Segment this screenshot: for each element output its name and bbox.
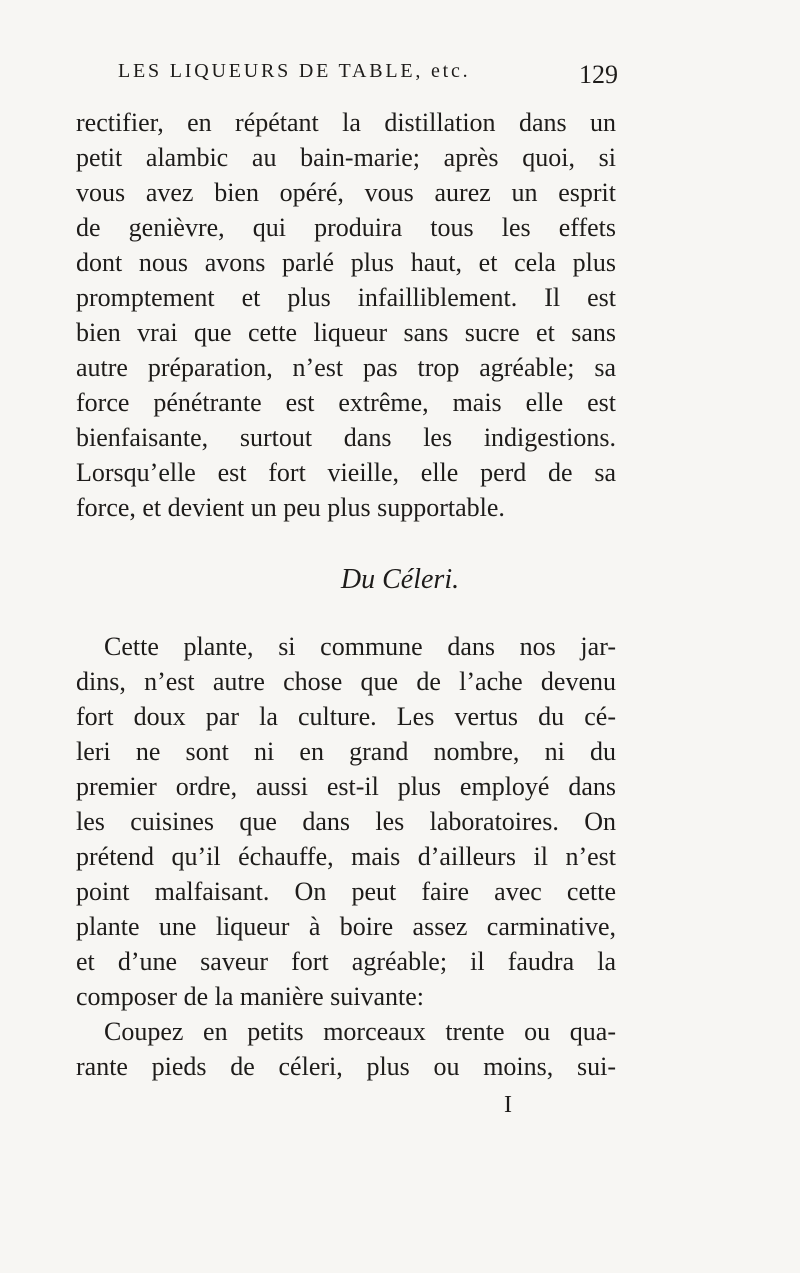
text-line: et d’une saveur fort agréable; il faudra la (76, 947, 616, 976)
page-number: 129 (579, 60, 618, 89)
text-line: dins, n’est autre chose que de l’ache devenu (76, 667, 616, 696)
running-title: LES LIQUEURS DE TABLE, etc. (118, 60, 471, 82)
text-line: prétend qu’il échauffe, mais d’ailleurs il n’est (76, 842, 616, 871)
text-line: dont nous avons parlé plus haut, et cela plus (76, 248, 616, 277)
text-line: leri ne sont ni en grand nombre, ni du (76, 737, 616, 766)
section-heading: Du Céleri. (340, 564, 460, 595)
text-line: de genièvre, qui produira tous les effets (76, 213, 616, 242)
text-line: fort doux par la culture. Les vertus du cé- (76, 702, 616, 731)
text-line: bienfaisante, surtout dans les indigestions. (76, 423, 616, 452)
text-line: rante pieds de céleri, plus ou moins, sui- (76, 1052, 616, 1081)
text-line: force, et devient un peu plus supportable. (76, 493, 505, 522)
text-line: bien vrai que cette liqueur sans sucre et sans (76, 318, 616, 347)
text-line: promptement et plus infailliblement. Il est (76, 283, 616, 312)
text-line: Coupez en petits morceaux trente ou qua- (104, 1017, 616, 1046)
text-line: autre préparation, n’est pas trop agréable; sa (76, 353, 616, 382)
text-line: composer de la manière suivante: (76, 982, 424, 1011)
text-line: les cuisines que dans les laboratoires. On (76, 807, 616, 836)
text-line: rectifier, en répétant la distillation dans un (76, 108, 616, 137)
text-line: Lorsqu’elle est fort vieille, elle perd de sa (76, 458, 616, 487)
text-line: plante une liqueur à boire assez carminative, (76, 912, 616, 941)
text-line: force pénétrante est extrême, mais elle est (76, 388, 616, 417)
text-line: premier ordre, aussi est-il plus employé dans (76, 772, 616, 801)
text-line: vous avez bien opéré, vous aurez un esprit (76, 178, 616, 207)
text-line: point malfaisant. On peut faire avec cette (76, 877, 616, 906)
running-head (118, 60, 618, 96)
text-line: petit alambic au bain-marie; après quoi, si (76, 143, 616, 172)
text-line: Cette plante, si commune dans nos jar- (104, 632, 616, 661)
signature-mark: I (504, 1092, 512, 1118)
